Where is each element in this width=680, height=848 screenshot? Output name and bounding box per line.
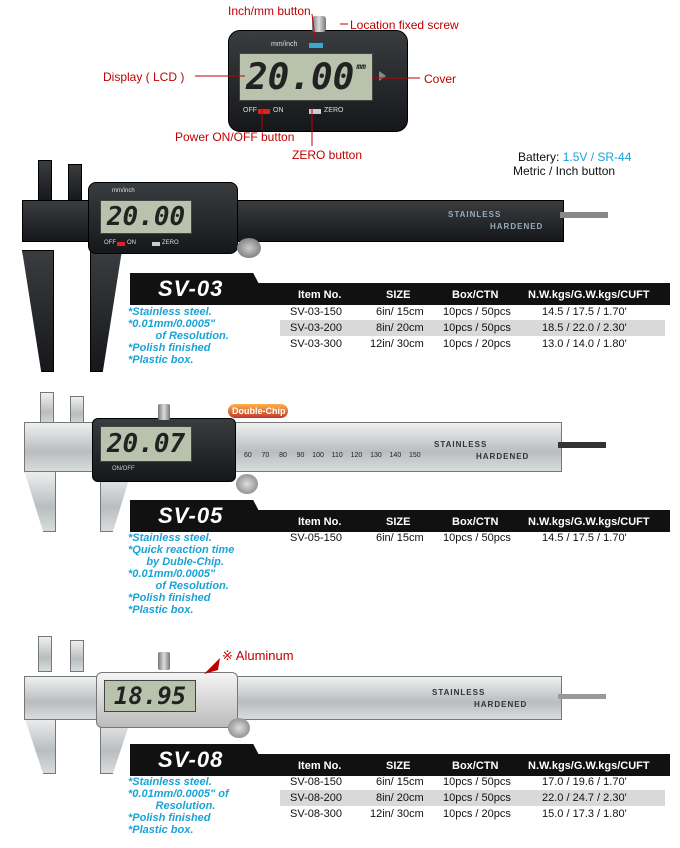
cell-weights: 22.0 / 24.7 / 2.30' [542,792,627,804]
cell-weights: 13.0 / 14.0 / 1.80' [542,338,627,350]
depth-rod [558,442,606,448]
lcd-sv08: 18.95 [104,680,196,712]
cell-item: SV-05-150 [290,532,342,544]
off-small: OFF [104,240,116,246]
cell-size: 12in/ 30cm [370,338,424,350]
cell-box: 10pcs / 50pcs [443,776,511,788]
aluminum-arrow [200,654,224,678]
lcd-unit: mm [356,62,366,71]
stainless-engraving: STAINLESS [432,688,486,697]
lcd-sv05: 20.07 [100,426,192,462]
cell-box: 10pcs / 50pcs [443,306,511,318]
thumb-wheel-sv08[interactable] [228,718,250,738]
fixed-jaw-lower [24,716,56,774]
header-weights-sv03: N.W.kgs/G.W.kgs/CUFT [528,289,650,301]
moving-jaw-lower [90,250,122,372]
fixed-jaw-lower [24,470,56,532]
fixed-jaw-upper [38,160,52,202]
top-diagram [0,0,680,165]
cell-box: 10pcs / 50pcs [443,532,511,544]
cell-size: 6in/ 15cm [376,776,424,788]
cell-weights: 14.5 / 17.5 / 1.70' [542,532,627,544]
cell-size: 12in/ 30cm [370,808,424,820]
off-label: OFF [243,107,257,114]
callout-lines [0,0,680,165]
cell-weights: 18.5 / 22.0 / 2.30' [542,322,627,334]
thumb-wheel-sv05[interactable] [236,474,258,494]
cell-item: SV-08-200 [290,792,342,804]
cell-item: SV-03-150 [290,306,342,318]
header-weights-sv08: N.W.kgs/G.W.kgs/CUFT [528,760,650,772]
table-row [280,530,665,546]
cell-item: SV-03-300 [290,338,342,350]
stainless-engraving: STAINLESS [448,210,502,219]
zero-button-sv03[interactable] [152,242,160,246]
zero-small: ZERO [162,240,179,246]
header-weights-sv05: N.W.kgs/G.W.kgs/CUFT [528,516,650,528]
zero-label: ZERO [324,107,344,114]
metric-inch-note: Metric / Inch button [513,164,616,178]
table-row [280,790,665,806]
header-box-sv03: Box/CTN [452,289,499,301]
mm-inch-label: mm/inch [271,41,298,48]
callout-location-screw: Location fixed screw [350,18,459,32]
product-name-sv08: SV-08 [158,747,224,772]
header-size-sv03: SIZE [386,289,411,301]
header-size-sv08: SIZE [386,760,411,772]
fixed-jaw-lower [22,250,54,372]
cell-item: SV-08-300 [290,808,342,820]
cell-box: 10pcs / 20pcs [443,338,511,350]
thumb-wheel-sv03[interactable] [237,238,261,258]
cell-weights: 15.0 / 17.3 / 1.80' [542,808,627,820]
cell-size: 6in/ 15cm [376,306,424,318]
depth-rod [560,212,608,218]
moving-jaw-upper [68,164,82,202]
cell-weights: 17.0 / 19.6 / 1.70' [542,776,627,788]
features-sv05: *Stainless steel. *Quick reaction time by Duble-Chip. *0.01mm/0.0005" of Resolution. *Polish finished *Plastic box. [128,532,235,616]
screw-sv05[interactable] [158,404,170,420]
table-row [280,774,665,790]
battery-prefix: Battery: [518,150,560,164]
table-row [280,320,665,336]
hardened-engraving: HARDENED [476,452,530,461]
callout-cover: Cover [424,72,457,86]
depth-rod [558,694,606,699]
header-box-sv05: Box/CTN [452,516,499,528]
scale-numbers: 60 70 80 90 100 110 120 130 140 150 [244,452,421,459]
cell-box: 10pcs / 50pcs [443,322,511,334]
battery-value: 1.5V / SR-44 [562,150,632,164]
header-item-sv03: Item No. [298,289,342,301]
table-row [280,304,665,320]
moving-jaw-upper [70,640,84,672]
cell-item: SV-03-200 [290,322,342,334]
product-name-sv05: SV-05 [158,503,224,528]
fixed-jaw-upper [40,392,54,426]
on-small: ON [127,240,136,246]
table-row [280,806,665,822]
callout-zero: ZERO button [292,148,363,162]
features-sv08: *Stainless steel. *0.01mm/0.0005" of Resolution. *Polish finished *Plastic box. [128,776,229,836]
header-size-sv05: SIZE [386,516,411,528]
features-sv03: *Stainless steel. *0.01mm/0.0005" of Resolution. *Polish finished *Plastic box. [128,306,229,366]
stainless-engraving: STAINLESS [434,440,488,449]
cell-size: 6in/ 15cm [376,532,424,544]
callout-display: Display ( LCD ) [103,70,185,84]
cell-item: SV-08-150 [290,776,342,788]
cell-box: 10pcs / 50pcs [443,792,511,804]
table-row [280,336,665,352]
lcd-value: 20.00 [245,56,355,98]
mm-inch-small: mm/inch [112,188,135,194]
on-label: ON [273,107,284,114]
hardened-engraving: HARDENED [474,700,528,709]
callout-inch-mm: Inch/mm button [228,4,311,18]
cell-size: 8in/ 20cm [376,322,424,334]
product-name-sv03: SV-03 [158,276,224,301]
screw-sv08[interactable] [158,652,170,670]
power-button-sv03[interactable] [117,242,125,246]
hardened-engraving: HARDENED [490,222,544,231]
fixed-jaw-upper [38,636,52,672]
cell-size: 8in/ 20cm [376,792,424,804]
cell-box: 10pcs / 20pcs [443,808,511,820]
aluminum-label: ※ Aluminum [222,648,294,663]
sv05-buttons: ON/OFF [112,466,135,472]
header-item-sv05: Item No. [298,516,342,528]
cell-weights: 14.5 / 17.5 / 1.70' [542,306,627,318]
header-box-sv08: Box/CTN [452,760,499,772]
double-chip-label: Double-Chip [232,406,286,416]
callout-power: Power ON/OFF button [175,130,295,144]
header-item-sv08: Item No. [298,760,342,772]
lcd-sv03: 20.00 [100,200,192,234]
